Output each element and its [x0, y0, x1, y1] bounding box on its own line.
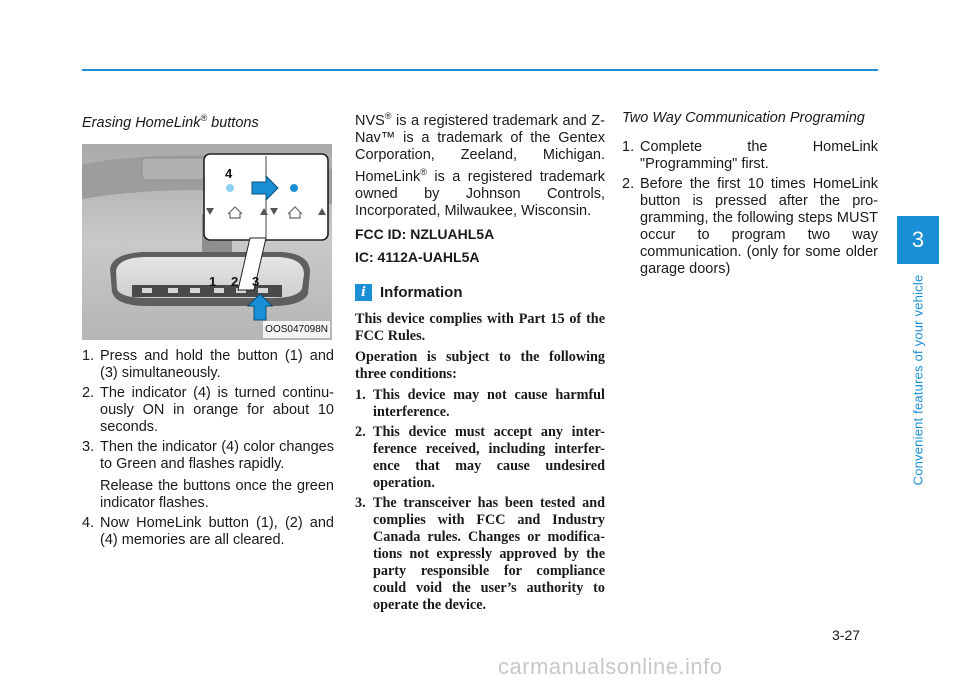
item-number: 2. — [355, 423, 366, 440]
figure-caption: OOS047098N — [263, 321, 330, 338]
information-title: Information — [380, 283, 463, 301]
info-paragraph: Operation is subject to the following three conditions: — [355, 348, 605, 382]
watermark: carmanualsonline.info — [498, 654, 723, 679]
fcc-id: FCC ID: NZLUAHL5A — [355, 225, 495, 242]
step-number: 4. — [82, 514, 95, 531]
two-way-steps — [622, 139, 878, 278]
step-text: The indicator (4) is turned continu-ously ON in orange for about 10 seconds. — [100, 384, 334, 435]
trademark-text: is a registered trademark and Z-Nav™ is a trademark of the Gentex Corporation, Zeeland, Michigan. HomeLink — [355, 112, 605, 185]
information-body — [355, 311, 605, 614]
step-note: Release the buttons once the green indicator flashes. — [100, 477, 334, 511]
sup-mark: ® — [384, 111, 392, 121]
erasing-steps — [82, 348, 334, 549]
section-heading-two-way: Two Way Communication Programing — [622, 110, 865, 126]
item-text: This device must accept any inter-ference received, including interfer-ence that may cause undesired operation. — [373, 423, 605, 491]
list-item — [82, 348, 334, 382]
list-item — [355, 387, 605, 421]
chapter-tab — [897, 216, 939, 264]
column-erasing — [82, 108, 334, 552]
section-heading-erasing — [82, 110, 334, 132]
step-text: Press and hold the button (1) and (3) simultaneously. — [100, 347, 334, 381]
heading-sup: ® — [200, 113, 208, 123]
list-item — [82, 515, 334, 549]
item-text: The transceiver has been tested and complies with FCC and Industry Canada rules. Changes or modifica-tions not expressly approved by the party responsible for compliance could void the user’s authority to operate the device. — [373, 494, 605, 613]
step-text: Complete the HomeLink "Programming" first. — [640, 139, 878, 172]
column-two-way — [622, 108, 878, 281]
list-item — [355, 495, 605, 614]
callout-1: 1 — [209, 273, 217, 289]
callout-3: 3 — [252, 273, 260, 289]
page-number: 3-27 — [832, 627, 861, 643]
column-trademark — [355, 108, 605, 617]
trademark-nvs: NVS — [355, 112, 385, 129]
header-rule — [82, 69, 878, 71]
heading-tail: buttons — [207, 114, 259, 131]
list-item — [622, 139, 878, 173]
info-icon: i — [355, 284, 372, 301]
trademark-text-tail: is a registered trademark owned by Johnson Controls, Incorporated, Milwaukee, Wisconsin. — [355, 168, 605, 219]
list-item — [622, 176, 878, 278]
step-number: 3. — [82, 438, 95, 455]
step-text: Now HomeLink button (1), (2) and (4) memories are all cleared. — [100, 514, 334, 548]
step-text: Before the first 10 times HomeLink button is pressed after the pro-gramming, the following steps MUST occur to program two way communication. (only for some older garage doors) — [640, 176, 878, 277]
item-number: 3. — [355, 494, 366, 511]
callout-4: 4 — [225, 165, 233, 181]
mirror-illustration — [82, 144, 332, 340]
mirror-figure — [82, 144, 332, 340]
list-item — [82, 439, 334, 512]
step-text: Then the indicator (4) color changes to Green and flashes rapidly. — [100, 438, 334, 472]
information-heading — [355, 284, 605, 301]
chapter-title: Convenient features of your vehicle — [910, 274, 926, 486]
step-number: 1. — [82, 347, 95, 364]
list-item — [82, 385, 334, 436]
info-paragraph: This device complies with Part 15 of the FCC Rules. — [355, 310, 605, 344]
step-number: 2. — [82, 384, 95, 401]
list-item — [355, 424, 605, 492]
heading-text: Erasing HomeLink — [82, 114, 201, 131]
sup-mark: ® — [420, 166, 427, 177]
item-number: 1. — [355, 386, 366, 403]
ic-id: IC: 4112A-UAHL5A — [355, 248, 480, 265]
trademark-paragraph — [355, 108, 605, 220]
conditions-list — [355, 387, 605, 614]
step-number: 1. — [622, 139, 635, 155]
callout-2: 2 — [231, 273, 239, 289]
step-number: 2. — [622, 176, 635, 192]
chapter-number: 3 — [911, 227, 925, 252]
item-text: This device may not cause harmful interference. — [373, 386, 605, 420]
